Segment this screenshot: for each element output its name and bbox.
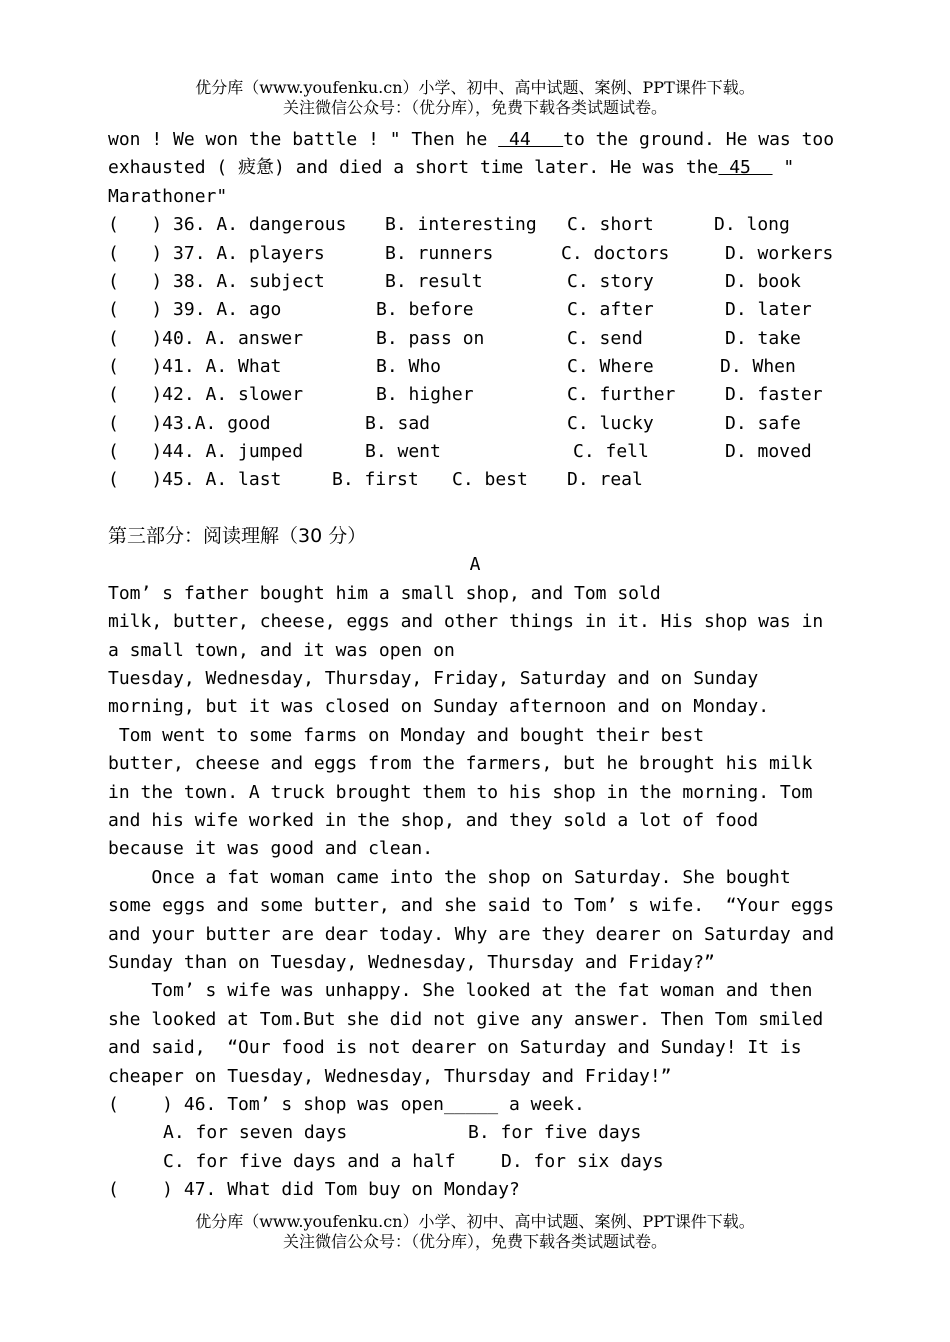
question-40-option-c: C. send xyxy=(567,328,643,349)
passage-line: a small town, and it was open on xyxy=(108,640,455,661)
question-39-option-a: ( ) 39. A. ago xyxy=(108,299,282,320)
question-43-option-b: B. sad xyxy=(365,413,431,434)
question-41-option-a: ( )41. A. What xyxy=(108,356,282,377)
question-36-option-a: ( ) 36. A. dangerous xyxy=(108,214,347,235)
cloze-line-2 xyxy=(108,154,794,182)
cloze-line-1 xyxy=(108,126,834,154)
question-38-option-b: B. result xyxy=(385,271,483,292)
cloze-text: to the ground. He was too xyxy=(563,129,835,150)
cloze-line-3: Marathoner" xyxy=(108,186,228,207)
question-36-option-d: D. long xyxy=(714,214,790,235)
passage-line: and said, “Our food is not dearer on Saturday and Sunday! It is xyxy=(108,1037,802,1058)
question-38-option-a: ( ) 38. A. subject xyxy=(108,271,325,292)
question-39-option-b: B. before xyxy=(376,299,474,320)
cloze-text: won ! We won the battle ! " Then he xyxy=(108,129,499,150)
question-45-option-d: D. real xyxy=(567,469,643,490)
question-41-option-c: C. Where xyxy=(567,356,654,377)
question-44-option-b: B. went xyxy=(365,441,441,462)
question-45-option-a: ( )45. A. last xyxy=(108,469,282,490)
question-36-option-b: B. interesting xyxy=(385,214,537,235)
passage-line: Once a fat woman came into the shop on Saturday. She bought xyxy=(108,867,791,888)
passage-line: morning, but it was closed on Sunday afternoon and on Monday. xyxy=(108,696,770,717)
question-40-option-a: ( )40. A. answer xyxy=(108,328,304,349)
passage-line: in the town. A truck brought them to his shop in the morning. Tom xyxy=(108,782,813,803)
question-38-option-c: C. story xyxy=(567,271,654,292)
question-41-option-d: D. When xyxy=(720,356,796,377)
question-46-option-b: B. for five days xyxy=(468,1122,642,1143)
passage-line: milk, butter, cheese, eggs and other things in it. His shop was in xyxy=(108,611,824,632)
blank-44: 44 xyxy=(498,129,564,150)
question-37-option-c: C. doctors xyxy=(561,243,670,264)
question-46-option-c: C. for five days and a half xyxy=(163,1151,456,1172)
passage-line: Sunday than on Tuesday, Wednesday, Thursday and Friday?” xyxy=(108,952,715,973)
question-42-option-a: ( )42. A. slower xyxy=(108,384,304,405)
question-46-stem: ( ) 46. Tom’ s shop was open_____ a week. xyxy=(108,1094,585,1115)
question-44-option-d: D. moved xyxy=(725,441,812,462)
passage-line: Tom’ s wife was unhappy. She looked at the fat woman and then xyxy=(108,980,813,1001)
passage-line: she looked at Tom.But she did not give any answer. Then Tom smiled xyxy=(108,1009,824,1030)
question-36-option-c: C. short xyxy=(567,214,654,235)
passage-line: Tuesday, Wednesday, Thursday, Friday, Saturday and on Sunday xyxy=(108,668,759,689)
blank-45: 45 xyxy=(718,157,773,178)
question-45-option-b: B. first xyxy=(332,469,419,490)
question-37-option-d: D. workers xyxy=(725,243,834,264)
header-line-2: 关注微信公众号：（优分库），免费下载各类试题试卷。 xyxy=(282,98,667,117)
question-37-option-b: B. runners xyxy=(385,243,494,264)
question-40-option-b: B. pass on xyxy=(376,328,485,349)
question-42-option-b: B. higher xyxy=(376,384,474,405)
question-47-stem: ( ) 47. What did Tom buy on Monday? xyxy=(108,1179,520,1200)
passage-line: and your butter are dear today. Why are they dearer on Saturday and xyxy=(108,924,835,945)
question-44-option-c: C. fell xyxy=(573,441,649,462)
question-46-option-a: A. for seven days xyxy=(163,1122,348,1143)
passage-line: Tom’ s father bought him a small shop, and Tom sold xyxy=(108,583,661,604)
question-39-option-c: C. after xyxy=(567,299,654,320)
question-41-option-b: B. Who xyxy=(376,356,442,377)
passage-line: some eggs and some butter, and she said to Tom’ s wife. “Your eggs xyxy=(108,895,835,916)
cloze-text: exhausted ( 疲惫) and died a short time later. He was the xyxy=(108,157,719,178)
passage-line: Tom went to some farms on Monday and bought their best xyxy=(108,725,705,746)
footer-line-2: 关注微信公众号：（优分库），免费下载各类试题试卷。 xyxy=(282,1232,667,1251)
header-line-1: 优分库（www.youfenku.cn）小学、初中、高中试题、案例、PPT课件下载。 xyxy=(195,78,755,97)
question-43-option-c: C. lucky xyxy=(567,413,654,434)
cloze-text: " xyxy=(772,157,795,178)
question-45-option-c: C. best xyxy=(452,469,528,490)
passage-line: because it was good and clean. xyxy=(108,838,434,859)
question-43-option-d: D. safe xyxy=(725,413,801,434)
question-42-option-d: D. faster xyxy=(725,384,823,405)
question-38-option-d: D. book xyxy=(725,271,801,292)
question-37-option-a: ( ) 37. A. players xyxy=(108,243,325,264)
question-46-option-d: D. for six days xyxy=(501,1151,664,1172)
question-42-option-c: C. further xyxy=(567,384,676,405)
section-title: 第三部分：阅读理解（30 分） xyxy=(108,525,367,547)
passage-line: cheaper on Tuesday, Wednesday, Thursday and Friday!” xyxy=(108,1066,672,1087)
question-44-option-a: ( )44. A. jumped xyxy=(108,441,304,462)
question-39-option-d: D. later xyxy=(725,299,812,320)
passage-line: and his wife worked in the shop, and they sold a lot of food xyxy=(108,810,759,831)
passage-label: A xyxy=(469,554,481,575)
question-40-option-d: D. take xyxy=(725,328,801,349)
question-43-option-a: ( )43.A. good xyxy=(108,413,271,434)
footer-line-1: 优分库（www.youfenku.cn）小学、初中、高中试题、案例、PPT课件下载。 xyxy=(195,1212,755,1231)
passage-line: butter, cheese and eggs from the farmers, but he brought his milk xyxy=(108,753,813,774)
